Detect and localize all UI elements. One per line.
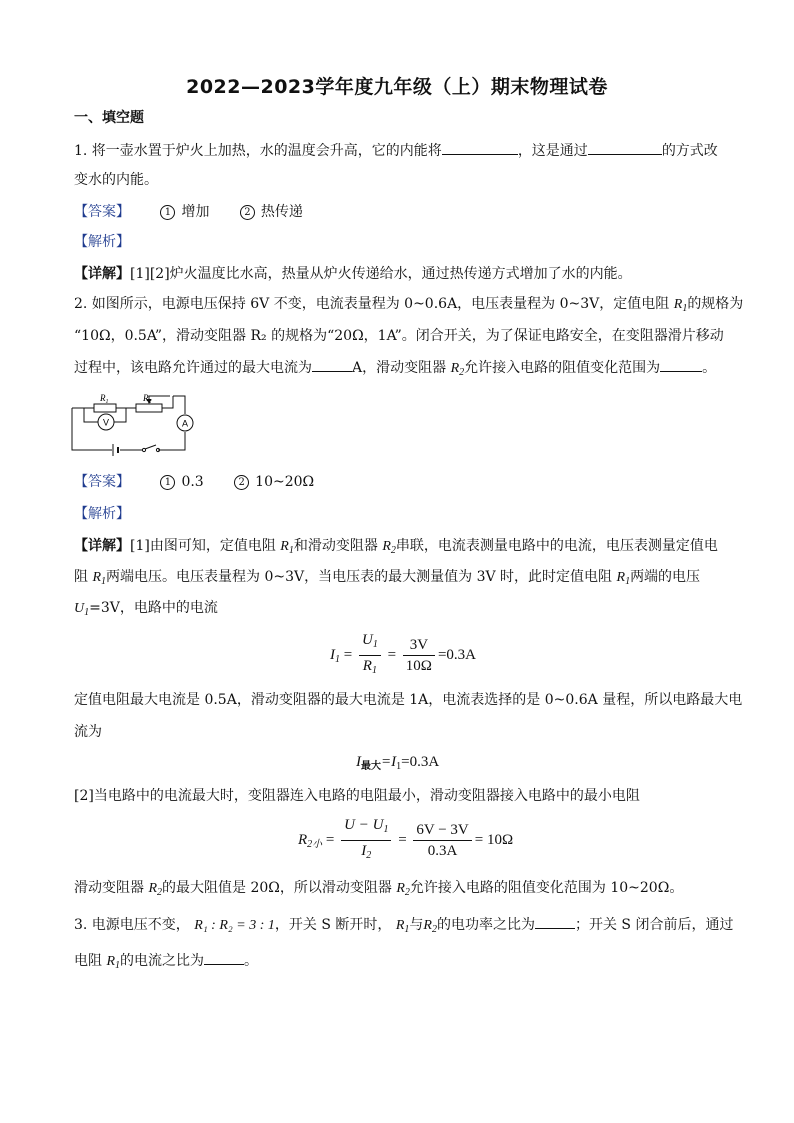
resistor-r1	[94, 404, 116, 412]
detail-text: 串联，电流表测量电路中的电流，电压表测量定值电	[395, 538, 718, 554]
q1-answer-2	[240, 202, 303, 222]
symbol-r1: $R_1$	[92, 570, 107, 587]
analysis-tag: 【解析】	[74, 506, 130, 522]
symbol-r1: $R_1$	[280, 539, 294, 556]
circled-number: 2	[234, 475, 249, 490]
q1-text-b: ，这是通过	[517, 143, 588, 159]
circled-number: 1	[160, 475, 175, 490]
symbol-r1: $R_1$	[395, 918, 410, 935]
symbol-r1: $R_1$	[616, 570, 631, 587]
q3-blank-2[interactable]	[204, 950, 244, 965]
q2-text: 的规格为	[687, 296, 744, 312]
symbol-u1: $U_1$	[74, 601, 90, 618]
q3-text: 的电流之比为	[120, 953, 205, 969]
r1-label: $R_1$	[100, 393, 109, 405]
circuit-wire	[162, 396, 173, 408]
answer-value: 热传递	[260, 204, 303, 220]
rheostat-slider	[149, 396, 170, 403]
r2-label: $R_2$	[143, 393, 152, 405]
symbol-r1: $R_1$	[673, 297, 688, 314]
q1-answer-1	[160, 202, 209, 222]
page-title: 2022—2023学年度九年级（上）期末物理试卷	[186, 76, 608, 98]
q3-line2	[74, 950, 258, 976]
q2-detail-line1	[74, 536, 718, 561]
q2-detail-line7	[74, 878, 683, 903]
q2-line2: “10Ω，0.5A”，滑动变阻器 R₂ 的规格为“20Ω，1A”。闭合开关，为了保证电路安全，在变阻器滑片移动	[74, 328, 724, 344]
q1-text-c: 的方式改	[661, 143, 718, 159]
detail-tag: 【详解】	[74, 266, 130, 282]
symbol-r2: $R_2$	[148, 881, 163, 898]
formula-max-current: $I_{最大}=I_1=0.3A$	[356, 754, 440, 772]
analysis-tag: 【解析】	[74, 234, 130, 250]
q1-blank-1[interactable]	[442, 140, 518, 155]
q1-line2: 变水的内能。	[74, 172, 158, 188]
detail-text: [1]由图可知，定值电阻	[130, 538, 276, 554]
answer-value: 10~20Ω	[255, 474, 315, 490]
circuit-wire	[158, 432, 185, 450]
symbol-r2: $R_2$	[382, 539, 396, 556]
q2-answer-1	[160, 472, 203, 492]
q1-answer	[74, 202, 303, 222]
circuit-wire	[173, 396, 185, 414]
q2-detail-line2	[74, 567, 700, 592]
detail-text: 和滑动变阻器	[293, 538, 378, 554]
detail-tag: 【详解】	[74, 538, 130, 554]
q2-blank-1[interactable]	[312, 357, 352, 372]
q2-detail-line3	[74, 598, 218, 623]
symbol-r1: $R_1$	[106, 954, 121, 971]
answer-tag: 【答案】	[74, 474, 130, 490]
q2-answer	[74, 472, 314, 492]
detail-text: 两端的电压	[630, 569, 701, 585]
circled-number: 2	[240, 205, 255, 220]
symbol-r2: $R_2$	[450, 361, 465, 378]
symbol-r2: $R_2$	[396, 881, 410, 898]
q2-text: 允许接入电路的阻值变化范围为	[464, 360, 661, 376]
q1-detail-text: [1][2]炉火温度比水高，热量从炉火传递给水，通过热传递方式增加了水的内能。	[130, 266, 632, 282]
detail-text: 两端电压。电压表量程为 0~3V，当电压表的最大测量值为 3V 时，此时定值电阻	[106, 569, 613, 585]
q2-text: 过程中，该电路允许通过的最大电流为	[74, 360, 312, 376]
symbol-r2: $R_2$	[423, 918, 437, 935]
q3-line1	[74, 914, 733, 940]
q3-blank-1[interactable]	[535, 914, 575, 929]
q1-line1	[74, 140, 718, 161]
voltmeter-label: V	[103, 417, 110, 428]
switch-blade	[145, 445, 156, 449]
answer-tag: 【答案】	[74, 204, 130, 220]
answer-value: 0.3	[181, 474, 204, 490]
detail-text: =3V，电路中的电流	[89, 600, 218, 616]
q2-detail-line6: [2]当电路中的电流最大时，变阻器连入电路的电阻最小，滑动变阻器接入电路中的最小电阻	[74, 788, 640, 804]
q2-line1	[74, 294, 743, 319]
q1-detail	[74, 264, 632, 284]
answer-value: 增加	[181, 204, 210, 220]
q2-answer-2	[234, 472, 314, 492]
resistance-ratio: R₁ : R₂ = 3 : 1	[194, 918, 275, 933]
q3-text: ，开关 S 断开时，	[274, 917, 392, 933]
q2-text: A，滑动变阻器	[352, 360, 447, 376]
section-heading: 一、填空题	[74, 110, 144, 126]
q2-blank-2[interactable]	[660, 357, 702, 372]
formula-min-resistance: $R_{2小}$ = $\frac{U - U_1}{I_2}$ = $\frac{6V - 3V}{0.3A}$ = 10Ω	[298, 817, 514, 861]
q3-text: 。	[244, 953, 259, 969]
formula-current-i1: $I_1$ = $\frac{U_1}{R_1}$ = $\frac{3V}{10\Omega}$ =0.3A	[330, 632, 476, 676]
circuit-diagram	[70, 388, 202, 458]
q1-text-a: 1. 将一壶水置于炉火上加热，水的温度会升高，它的内能将	[74, 143, 442, 159]
detail-text: 阻	[74, 569, 88, 585]
circuit-wire	[84, 408, 98, 422]
ammeter-label: A	[182, 418, 189, 429]
detail-text: 滑动变阻器	[74, 880, 144, 896]
q3-text: 电阻	[74, 953, 102, 969]
detail-text: 的最大阻值是 20Ω，所以滑动变阻器	[162, 880, 392, 896]
q2-detail-line5: 流为	[74, 724, 102, 740]
q3-text: 3. 电源电压不变，	[74, 917, 190, 933]
q2-detail-line4: 定值电阻最大电流是 0.5A，滑动变阻器的最大电流是 1A，电流表选择的是 0~0.6A 量程，所以电路最大电	[74, 692, 743, 708]
q2-line3	[74, 357, 716, 383]
q3-text: 与	[409, 917, 424, 933]
q3-text: ；开关 S 闭合前后，通过	[574, 917, 734, 933]
circled-number: 1	[160, 205, 175, 220]
q2-text: 。	[702, 360, 717, 376]
detail-text: 允许接入电路的阻值变化范围为 10~20Ω。	[409, 880, 684, 896]
rheostat-r2	[136, 404, 162, 412]
q3-text: 的电功率之比为	[436, 917, 535, 933]
q1-blank-2[interactable]	[588, 140, 662, 155]
q2-text: 2. 如图所示，电源电压保持 6V 不变，电流表量程为 0~0.6A，电压表量程为 0~3V，定值电阻	[74, 296, 670, 312]
